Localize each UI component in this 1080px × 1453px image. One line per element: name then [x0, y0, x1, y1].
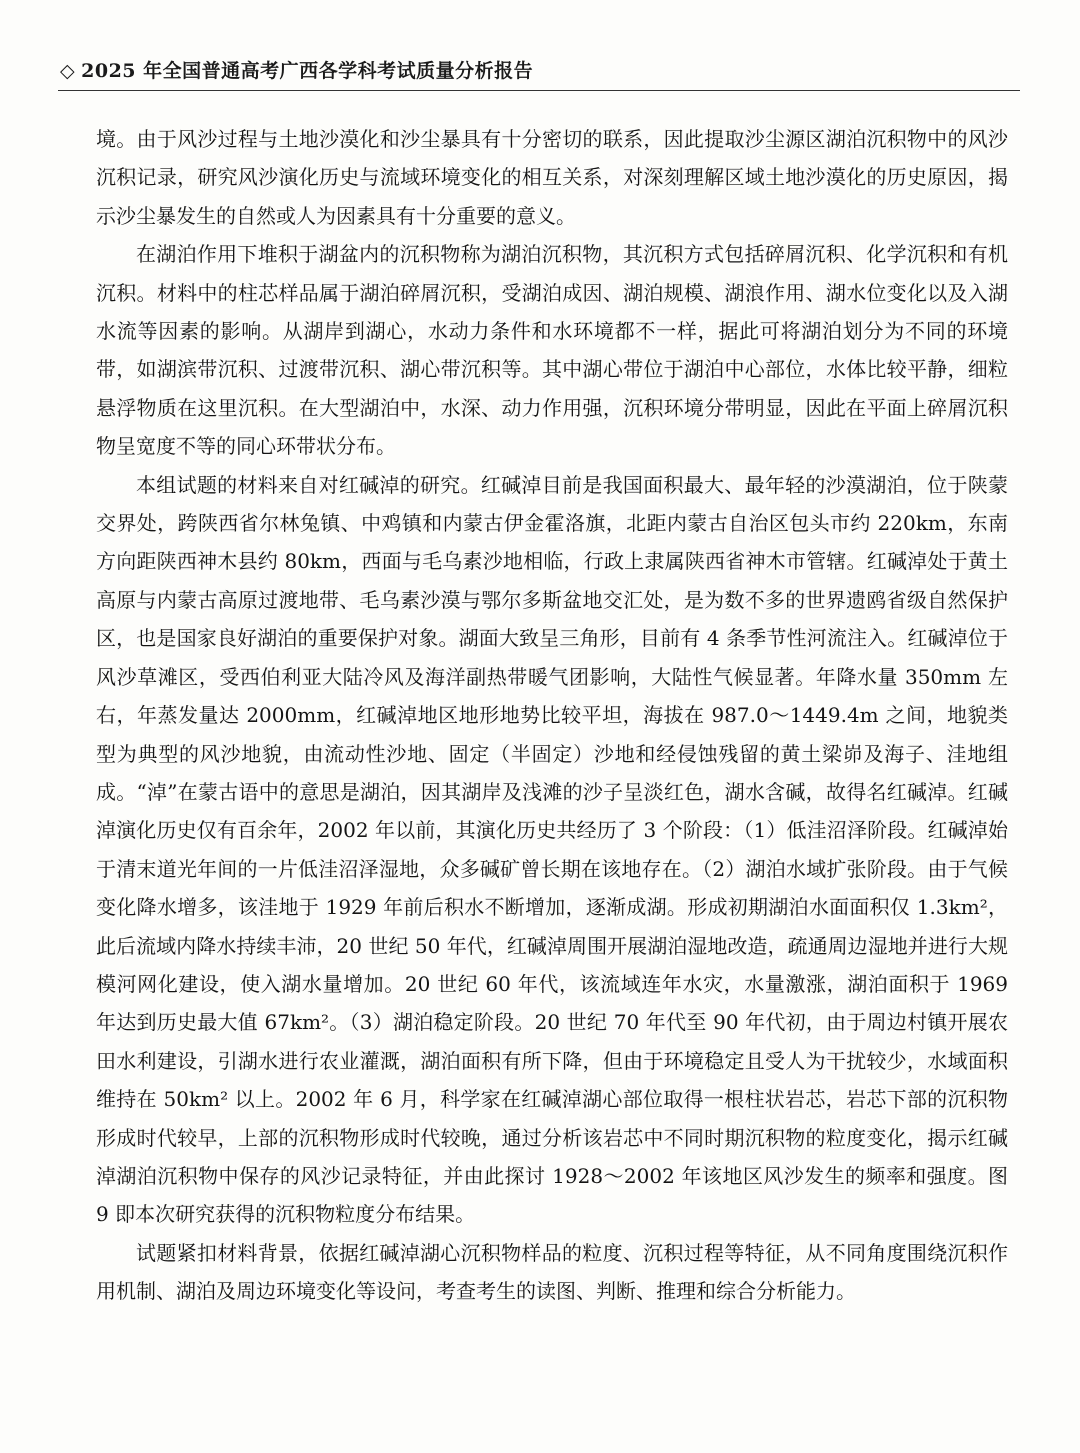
- paragraph-lake-sediments: 在湖泊作用下堆积于湖盆内的沉积物称为湖泊沉积物，其沉积方式包括碎屑沉积、化学沉积和有机沉积。材料中的柱芯样品属于湖泊碎屑沉积，受湖泊成因、湖泊规模、湖浪作用、湖水位变化以及入湖水流等因素的影响。从湖岸到湖心，水动力条件和水环境都不一样，据此可将湖泊划分为不同的环境带，如湖滨带沉积、过渡带沉积、湖心带沉积等。其中湖心带位于湖泊中心部位，水体比较平静，细粒悬浮物质在这里沉积。在大型湖泊中，水深、动力作用强，沉积环境分带明显，因此在平面上碎屑沉积物呈宽度不等的同心环带状分布。: [96, 242, 1008, 459]
- paragraph-question-design: 试题紧扣材料背景，依据红碱淖湖心沉积物样品的粒度、沉积过程等特征，从不同角度围绕沉积作用机制、湖泊及周边环境变化等设问，考查考生的读图、判断、推理和综合分析能力。: [96, 1240, 1008, 1304]
- diamond-icon: ◇: [60, 60, 76, 82]
- running-header: [60, 56, 533, 83]
- paragraph-continuation: 境。由于风沙过程与土地沙漠化和沙尘暴具有十分密切的联系，因此提取沙尘源区湖泊沉积物中的风沙沉积记录，研究风沙演化历史与流域环境变化的相互关系，对深刻理解区域土地沙漠化的历史原因，揭示沙尘暴发生的自然或人为因素具有十分重要的意义。: [96, 127, 1008, 228]
- header-divider: [58, 90, 1020, 91]
- body-text: [96, 120, 1008, 1311]
- paragraph-hongjiannao: 本组试题的材料来自对红碱淖的研究。红碱淖目前是我国面积最大、最年轻的沙漠湖泊，位于陕蒙交界处，跨陕西省尔林兔镇、中鸡镇和内蒙古伊金霍洛旗，北距内蒙古自治区包头市约 220km，东南方向距陕西神木县约 80km，西面与毛乌素沙地相临，行政上隶属陕西省神木市管辖。红碱淖处于黄土高原与内蒙古高原过渡地带、毛乌素沙漠与鄂尔多斯盆地交汇处，是为数不多的世界遗鸥省级自然保护区，也是国家良好湖泊的重要保护对象。湖面大致呈三角形，目前有 4 条季节性河流注入。红碱淖位于风沙草滩区，受西伯利亚大陆冷风及海洋副热带暖气团影响，大陆性气候显著。年降水量 350mm 左右，年蒸发量达 2000mm，红碱淖地区地形地势比较平坦，海拔在 987.0～1449.4m 之间，地貌类型为典型的风沙地貌，由流动性沙地、固定（半固定）沙地和经侵蚀残留的黄土梁峁及海子、洼地组成。“淖”在蒙古语中的意思是湖泊，因其湖岸及浅滩的沙子呈淡红色，湖水含碱，故得名红碱淖。红碱淖演化历史仅有百余年，2002 年以前，其演化历史共经历了 3 个阶段：（1）低洼沼泽阶段。红碱淖始于清末道光年间的一片低洼沼泽湿地，众多碱矿曾长期在该地存在。（2）湖泊水域扩张阶段。由于气候变化降水增多，该洼地于 1929 年前后积水不断增加，逐渐成湖。形成初期湖泊水面面积仅 1.3km²，此后流域内降水持续丰沛，20 世纪 50 年代，红碱淖周围开展湖泊湿地改造，疏通周边湿地并进行大规模河网化建设，使入湖水量增加。20 世纪 60 年代，该流域连年水灾，水量激涨，湖泊面积于 1969 年达到历史最大值 67km²。（3）湖泊稳定阶段。20 世纪 70 年代至 90 年代初，由于周边村镇开展农田水利建设，引湖水进行农业灌溉，湖泊面积有所下降，但由于环境稳定且受人为干扰较少，水域面积维持在 50km² 以上。2002 年 6 月，科学家在红碱淖湖心部位取得一根柱状岩芯，岩芯下部的沉积物形成时代较早，上部的沉积物形成时代较晚，通过分析该岩芯中不同时期沉积物的粒度变化，揭示红碱淖湖泊沉积物中保存的风沙记录特征，并由此探讨 1928～2002 年该地区风沙发生的频率和强度。图 9 即本次研究获得的沉积物粒度分布结果。: [96, 472, 1008, 1227]
- report-title: 2025 年全国普通高考广西各学科考试质量分析报告: [81, 60, 534, 82]
